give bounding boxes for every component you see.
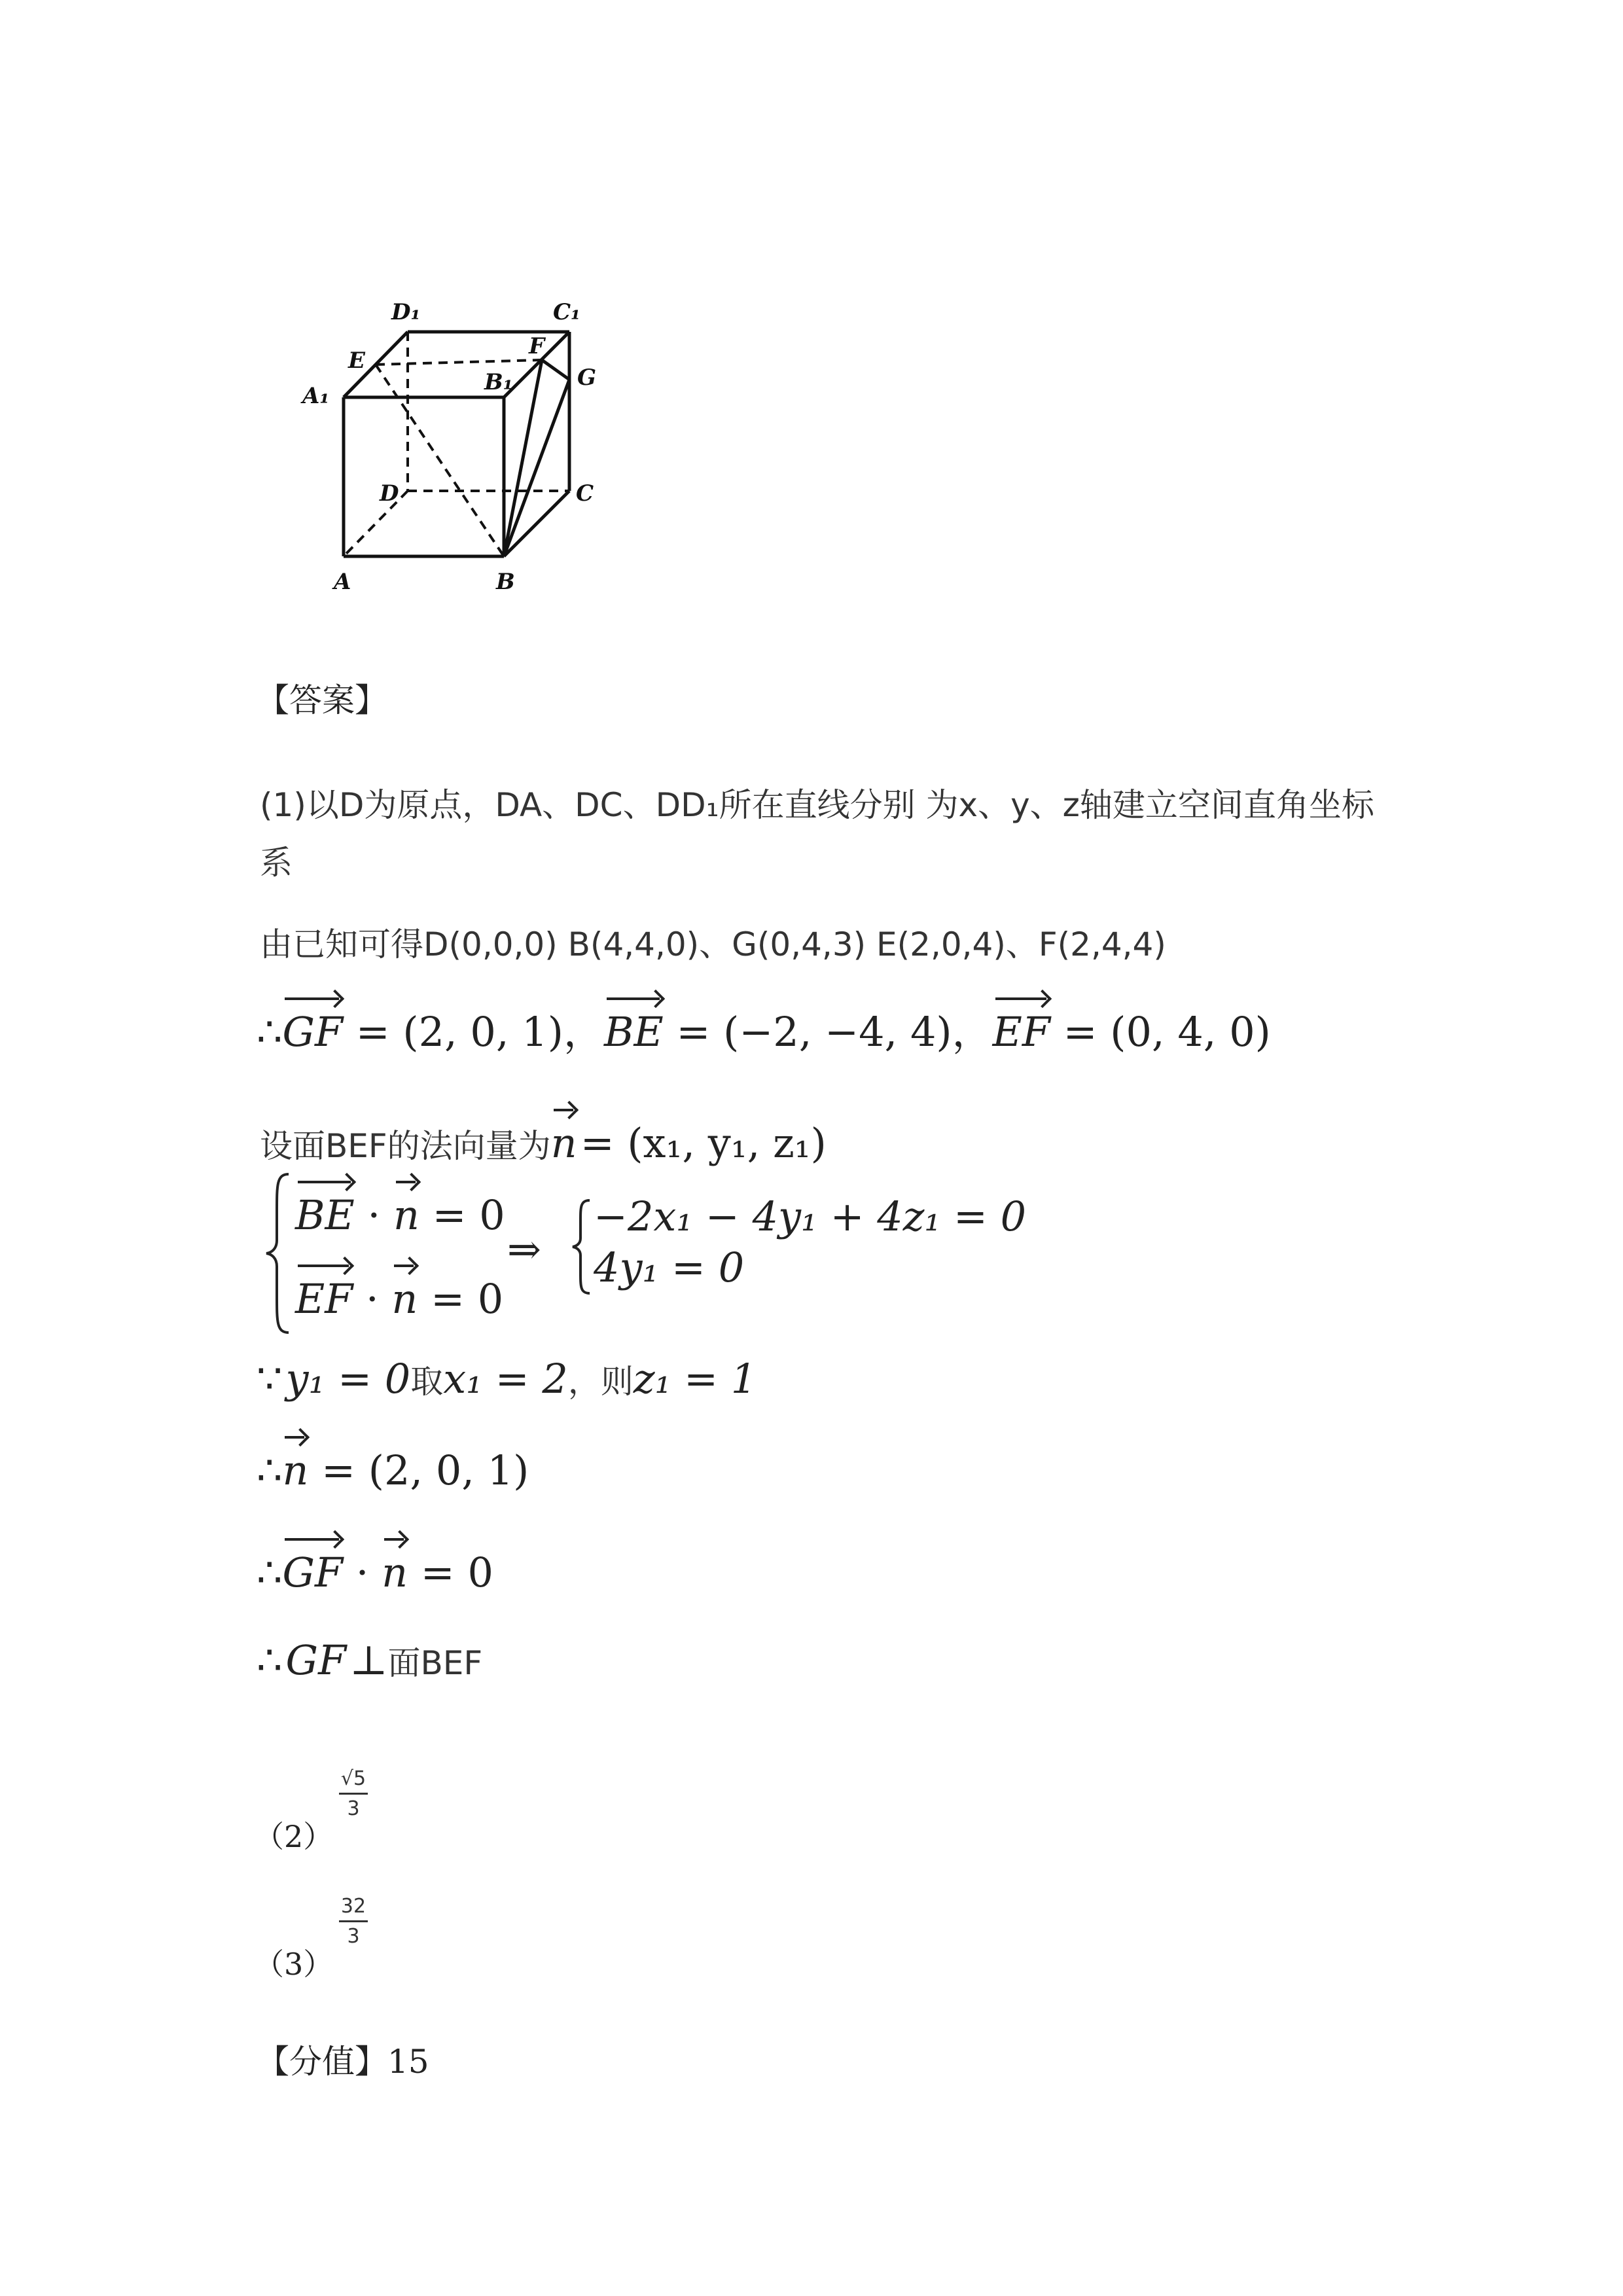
n-result-line bbox=[257, 1427, 529, 1494]
label-F: F bbox=[529, 333, 545, 359]
equation-1: −2x₁ − 4y₁ + 4z₁ = 0 bbox=[594, 1193, 1027, 1240]
because-take: 取 bbox=[410, 1363, 444, 1401]
system-row-1: BE · n = 0 bbox=[295, 1172, 505, 1239]
vector-n: n bbox=[382, 1529, 408, 1596]
vector-EF: EF bbox=[993, 988, 1050, 1056]
part2-denominator: 3 bbox=[347, 1797, 360, 1820]
vector-n: n bbox=[391, 1255, 418, 1323]
system-row-2-rest: = 0 bbox=[431, 1275, 504, 1323]
vectors-line bbox=[257, 988, 1271, 1058]
cube-figure bbox=[288, 288, 628, 602]
part2-numerator: √5 bbox=[340, 1767, 366, 1790]
vector-EF: EF bbox=[295, 1255, 353, 1323]
part2-fraction bbox=[339, 1767, 368, 1820]
therefore-symbol: ∴ bbox=[257, 1008, 283, 1056]
dot-product-line: ∴GF · n = 0 bbox=[257, 1529, 493, 1596]
score-line bbox=[257, 2036, 429, 2083]
normal-vector-line bbox=[260, 1100, 827, 1167]
label-C: C bbox=[576, 480, 594, 507]
part3-fraction bbox=[339, 1895, 368, 1948]
equation-2: 4y₁ = 0 bbox=[594, 1244, 745, 1291]
part2-label: （2） bbox=[254, 1819, 334, 1854]
because-line bbox=[257, 1355, 757, 1403]
equation-system bbox=[265, 1172, 1050, 1342]
fraction-bar bbox=[339, 1920, 368, 1922]
perp-text: 面BEF bbox=[387, 1644, 483, 1682]
left-brace bbox=[265, 1172, 291, 1335]
right-brace bbox=[571, 1198, 591, 1296]
system-row-1-rest: = 0 bbox=[432, 1191, 505, 1239]
part3-denominator: 3 bbox=[347, 1925, 360, 1948]
normal-value: = (x₁, y₁, z₁) bbox=[580, 1119, 827, 1167]
label-B: B bbox=[496, 569, 515, 595]
score-label: 【分值】 bbox=[257, 2043, 387, 2081]
vector-BE-value: = (−2, −4, 4) bbox=[676, 1008, 952, 1056]
vector-n: n bbox=[282, 1427, 308, 1494]
answer-header: 【答案】 bbox=[257, 681, 387, 719]
separator: ， bbox=[952, 1008, 993, 1056]
label-E: E bbox=[348, 348, 365, 374]
part3-numerator: 32 bbox=[340, 1895, 366, 1918]
label-D1: D₁ bbox=[391, 299, 421, 325]
vector-GF: GF bbox=[282, 1529, 343, 1596]
label-G: G bbox=[577, 365, 597, 391]
vector-BE: BE bbox=[295, 1172, 355, 1239]
part3-label: （3） bbox=[254, 1946, 334, 1982]
score-value: 15 bbox=[387, 2043, 429, 2081]
fraction-bar bbox=[339, 1793, 368, 1795]
vector-n: n bbox=[551, 1100, 577, 1167]
vector-GF-value: = (2, 0, 1) bbox=[355, 1008, 563, 1056]
because-eq-c: z₁ = 1 bbox=[633, 1355, 757, 1403]
perp-symbol: ⊥ bbox=[349, 1636, 388, 1684]
vector-EF-value: = (0, 4, 0) bbox=[1063, 1008, 1271, 1056]
therefore-symbol: ∴ bbox=[257, 1636, 283, 1684]
dot-result-value: = 0 bbox=[420, 1549, 493, 1596]
coordinates-line: 由已知可得D(0,0,0) B(4,4,0)、G(0,4,3) E(2,0,4)、F(2,4,4) bbox=[260, 925, 1166, 963]
because-symbol: ∵ bbox=[257, 1355, 283, 1403]
normal-text: 设面BEF的法向量为 bbox=[260, 1127, 551, 1165]
vector-BE: BE bbox=[604, 988, 664, 1056]
setup-line-1: (1)以D为原点，DA、DC、DD₁所在直线分别 为x、y、z轴建立空间直角坐标 bbox=[260, 786, 1374, 824]
separator: ， bbox=[563, 1008, 604, 1056]
label-A1: A₁ bbox=[302, 383, 330, 409]
label-A: A bbox=[334, 569, 351, 595]
perp-GF: GF bbox=[285, 1636, 347, 1684]
therefore-symbol: ∴ bbox=[257, 1446, 283, 1494]
because-eq-a: y₁ = 0 bbox=[285, 1355, 411, 1403]
vector-n: n bbox=[393, 1172, 419, 1239]
perpendicular-line bbox=[257, 1636, 482, 1684]
system-row-2: EF · n = 0 bbox=[295, 1255, 503, 1323]
label-D: D bbox=[380, 480, 399, 507]
therefore-symbol: ∴ bbox=[257, 1549, 283, 1596]
n-result-value: = (2, 0, 1) bbox=[321, 1446, 529, 1494]
label-C1: C₁ bbox=[553, 299, 580, 325]
vector-GF: GF bbox=[282, 988, 343, 1056]
label-B1: B₁ bbox=[484, 369, 513, 395]
because-then: ，则 bbox=[567, 1363, 633, 1401]
implies-symbol: ⇒ bbox=[507, 1225, 541, 1273]
because-eq-b: x₁ = 2 bbox=[443, 1355, 568, 1403]
setup-line-2: 系 bbox=[260, 844, 293, 882]
